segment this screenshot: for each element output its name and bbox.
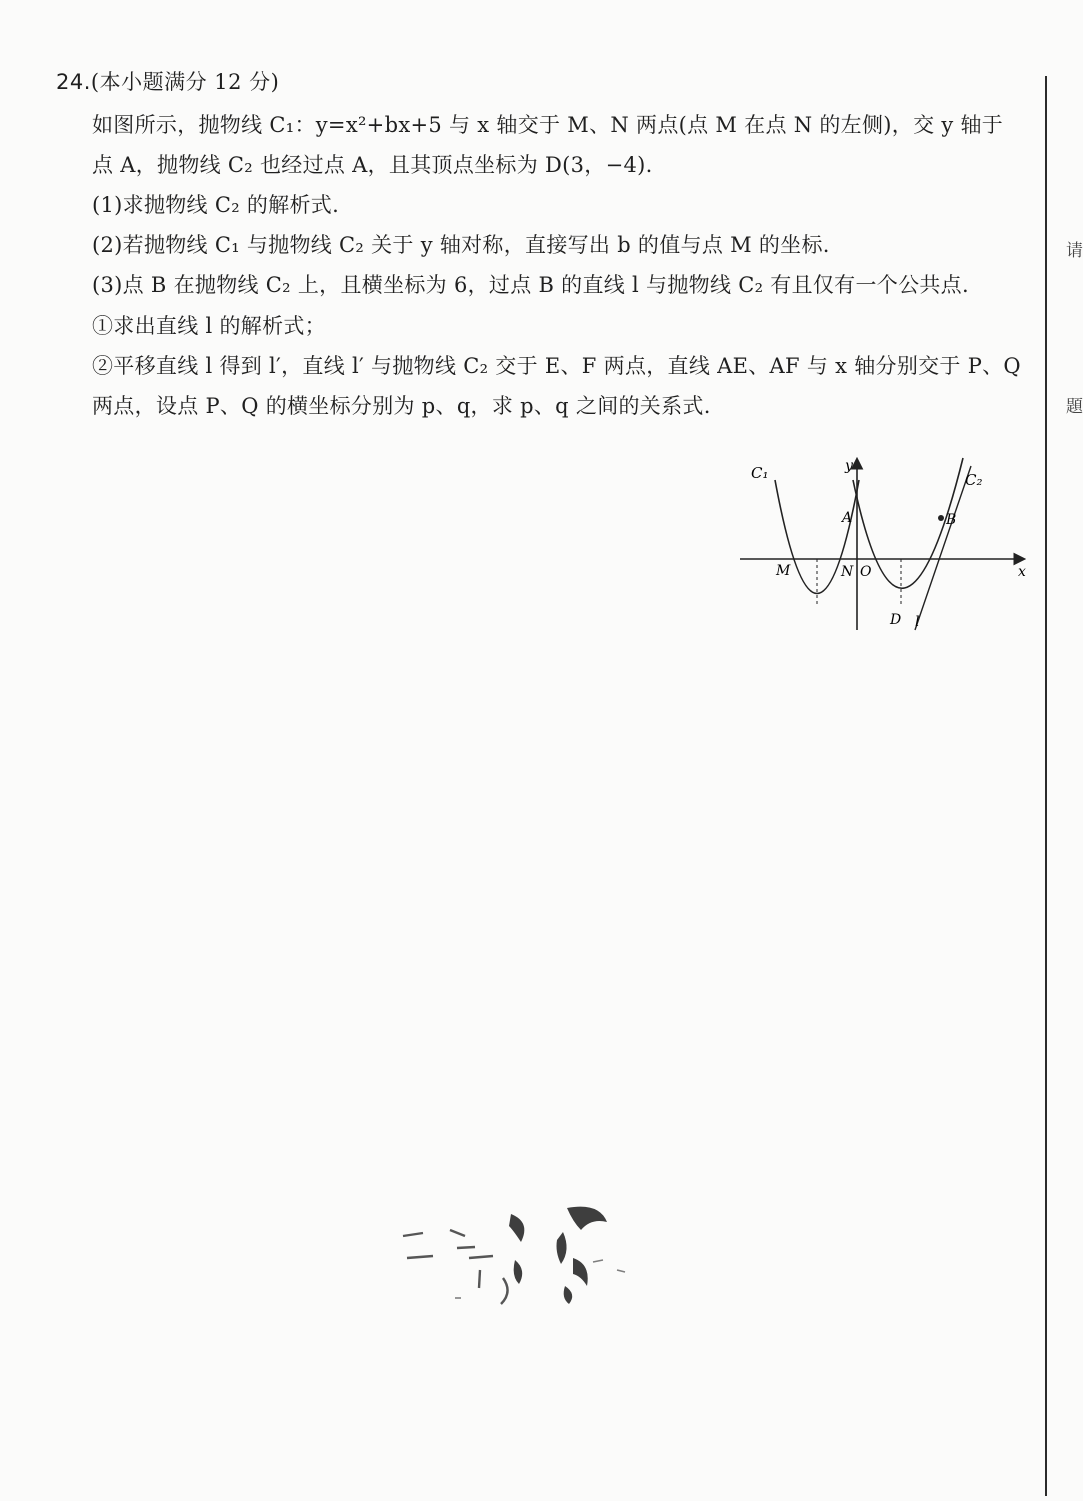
problem-line-1: 如图所示，抛物线 C₁：y=x²+bx+5 与 x 轴交于 M、N 两点(点 M 在点 N 的左侧)，交 y 轴于	[92, 113, 1004, 137]
part-3-1-text: ①求出直线 l 的解析式；	[92, 314, 326, 338]
parabola-figure-svg	[735, 452, 1035, 642]
part-1-text: (1)求抛物线 C₂ 的解析式.	[92, 193, 340, 217]
label-x: x	[1018, 564, 1026, 580]
part-3-text: (3)点 B 在抛物线 C₂ 上，且横坐标为 6，过点 B 的直线 l 与抛物线 C₂ 有且仅有一个公共点.	[92, 273, 969, 297]
line-l	[915, 466, 971, 630]
label-o: O	[860, 564, 872, 580]
edge-mark-bottom: 題	[1066, 397, 1083, 417]
label-a: A	[842, 510, 853, 526]
label-y: y	[845, 458, 853, 474]
problem-number: 24.	[56, 70, 91, 94]
label-b: B	[946, 512, 957, 528]
edge-mark-top: 请	[1066, 241, 1083, 261]
label-n: N	[841, 564, 854, 580]
label-c2: C₂	[965, 471, 983, 489]
problem-points: (本小题满分 12 分)	[90, 70, 280, 94]
part-3-2-text: ②平移直线 l 得到 l′，直线 l′ 与抛物线 C₂ 交于 E、F 两点，直线 AE、AF 与 x 轴分别交于 P、Q	[92, 354, 1021, 378]
part-2-text: (2)若抛物线 C₁ 与抛物线 C₂ 关于 y 轴对称，直接写出 b 的值与点 M 的坐标.	[92, 233, 830, 257]
label-l: l	[915, 614, 920, 630]
parabola-figure	[735, 452, 1035, 642]
problem-header	[56, 66, 279, 96]
label-m: M	[776, 563, 791, 579]
problem-line-2: 点 A，抛物线 C₂ 也经过点 A，且其顶点坐标为 D(3，−4).	[92, 153, 653, 177]
label-c1: C₁	[751, 464, 769, 482]
faded-stamp-svg	[395, 1200, 655, 1310]
label-d: D	[890, 612, 902, 628]
margin-rule	[1045, 76, 1047, 1496]
faded-stamp	[395, 1200, 655, 1310]
point-b	[938, 515, 944, 521]
part-3-2-text-cont: 两点，设点 P、Q 的横坐标分别为 p、q，求 p、q 之间的关系式.	[92, 394, 711, 418]
